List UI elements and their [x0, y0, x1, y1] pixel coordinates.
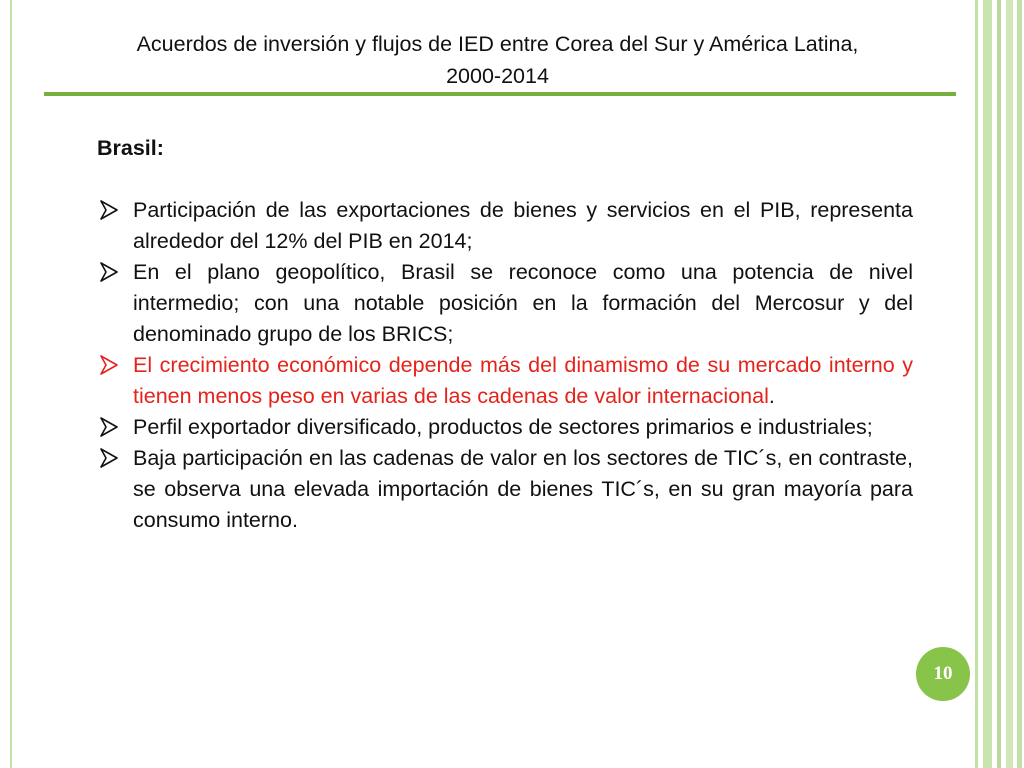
bullet-item: [97, 412, 913, 443]
bullet-list: [97, 195, 913, 536]
bullet-item: [97, 195, 913, 257]
decorative-stripe: [1006, 0, 1013, 768]
bullet-item: [97, 443, 913, 536]
arrow-bullet-icon: [100, 200, 118, 220]
slide-title-line-1: Acuerdos de inversión y flujos de IED entre Corea del Sur y América Latina,: [136, 32, 859, 56]
bullet-text: Participación de las exportaciones de bienes y servicios en el PIB, representa alrededor del 12% del PIB en 2014;: [133, 198, 913, 253]
arrow-bullet-icon: [100, 417, 118, 437]
decorative-stripe: [975, 0, 978, 768]
arrow-bullet-icon: [100, 262, 118, 282]
bullet-text: Baja participación en las cadenas de valor en los sectores de TIC´s, en contraste, se observa una elevada importación de bienes TIC´s, en su gran mayoría para consumo interno.: [133, 446, 913, 532]
left-frame-line: [10, 0, 12, 768]
title-underline: [44, 92, 956, 96]
bullet-suffix: .: [768, 384, 775, 408]
arrow-bullet-icon: [100, 448, 118, 468]
section-heading: Brasil:: [97, 136, 164, 160]
slide-title-line-2: 2000-2014: [446, 64, 549, 88]
arrow-bullet-icon: [100, 355, 118, 375]
bullet-text: El crecimiento económico depende más del dinamismo de su mercado interno y tienen menos peso en varias de las cadenas de valor internacional: [133, 353, 913, 408]
bullet-text: Perfil exportador diversificado, productos de sectores primarios e industriales;: [133, 415, 873, 439]
bullet-item-highlight: [97, 350, 913, 412]
decorative-stripe: [997, 0, 1001, 768]
bullet-item: [97, 257, 913, 350]
decorative-stripe: [983, 0, 992, 768]
bullet-text: En el plano geopolítico, Brasil se reconoce como una potencia de nivel intermedio; con una notable posición en la formación del Mercosur y del denominado grupo de los BRICS;: [133, 260, 913, 346]
slide-title: [50, 28, 945, 92]
page-number-badge: 10: [916, 647, 970, 701]
decorative-stripe: [1017, 0, 1022, 768]
